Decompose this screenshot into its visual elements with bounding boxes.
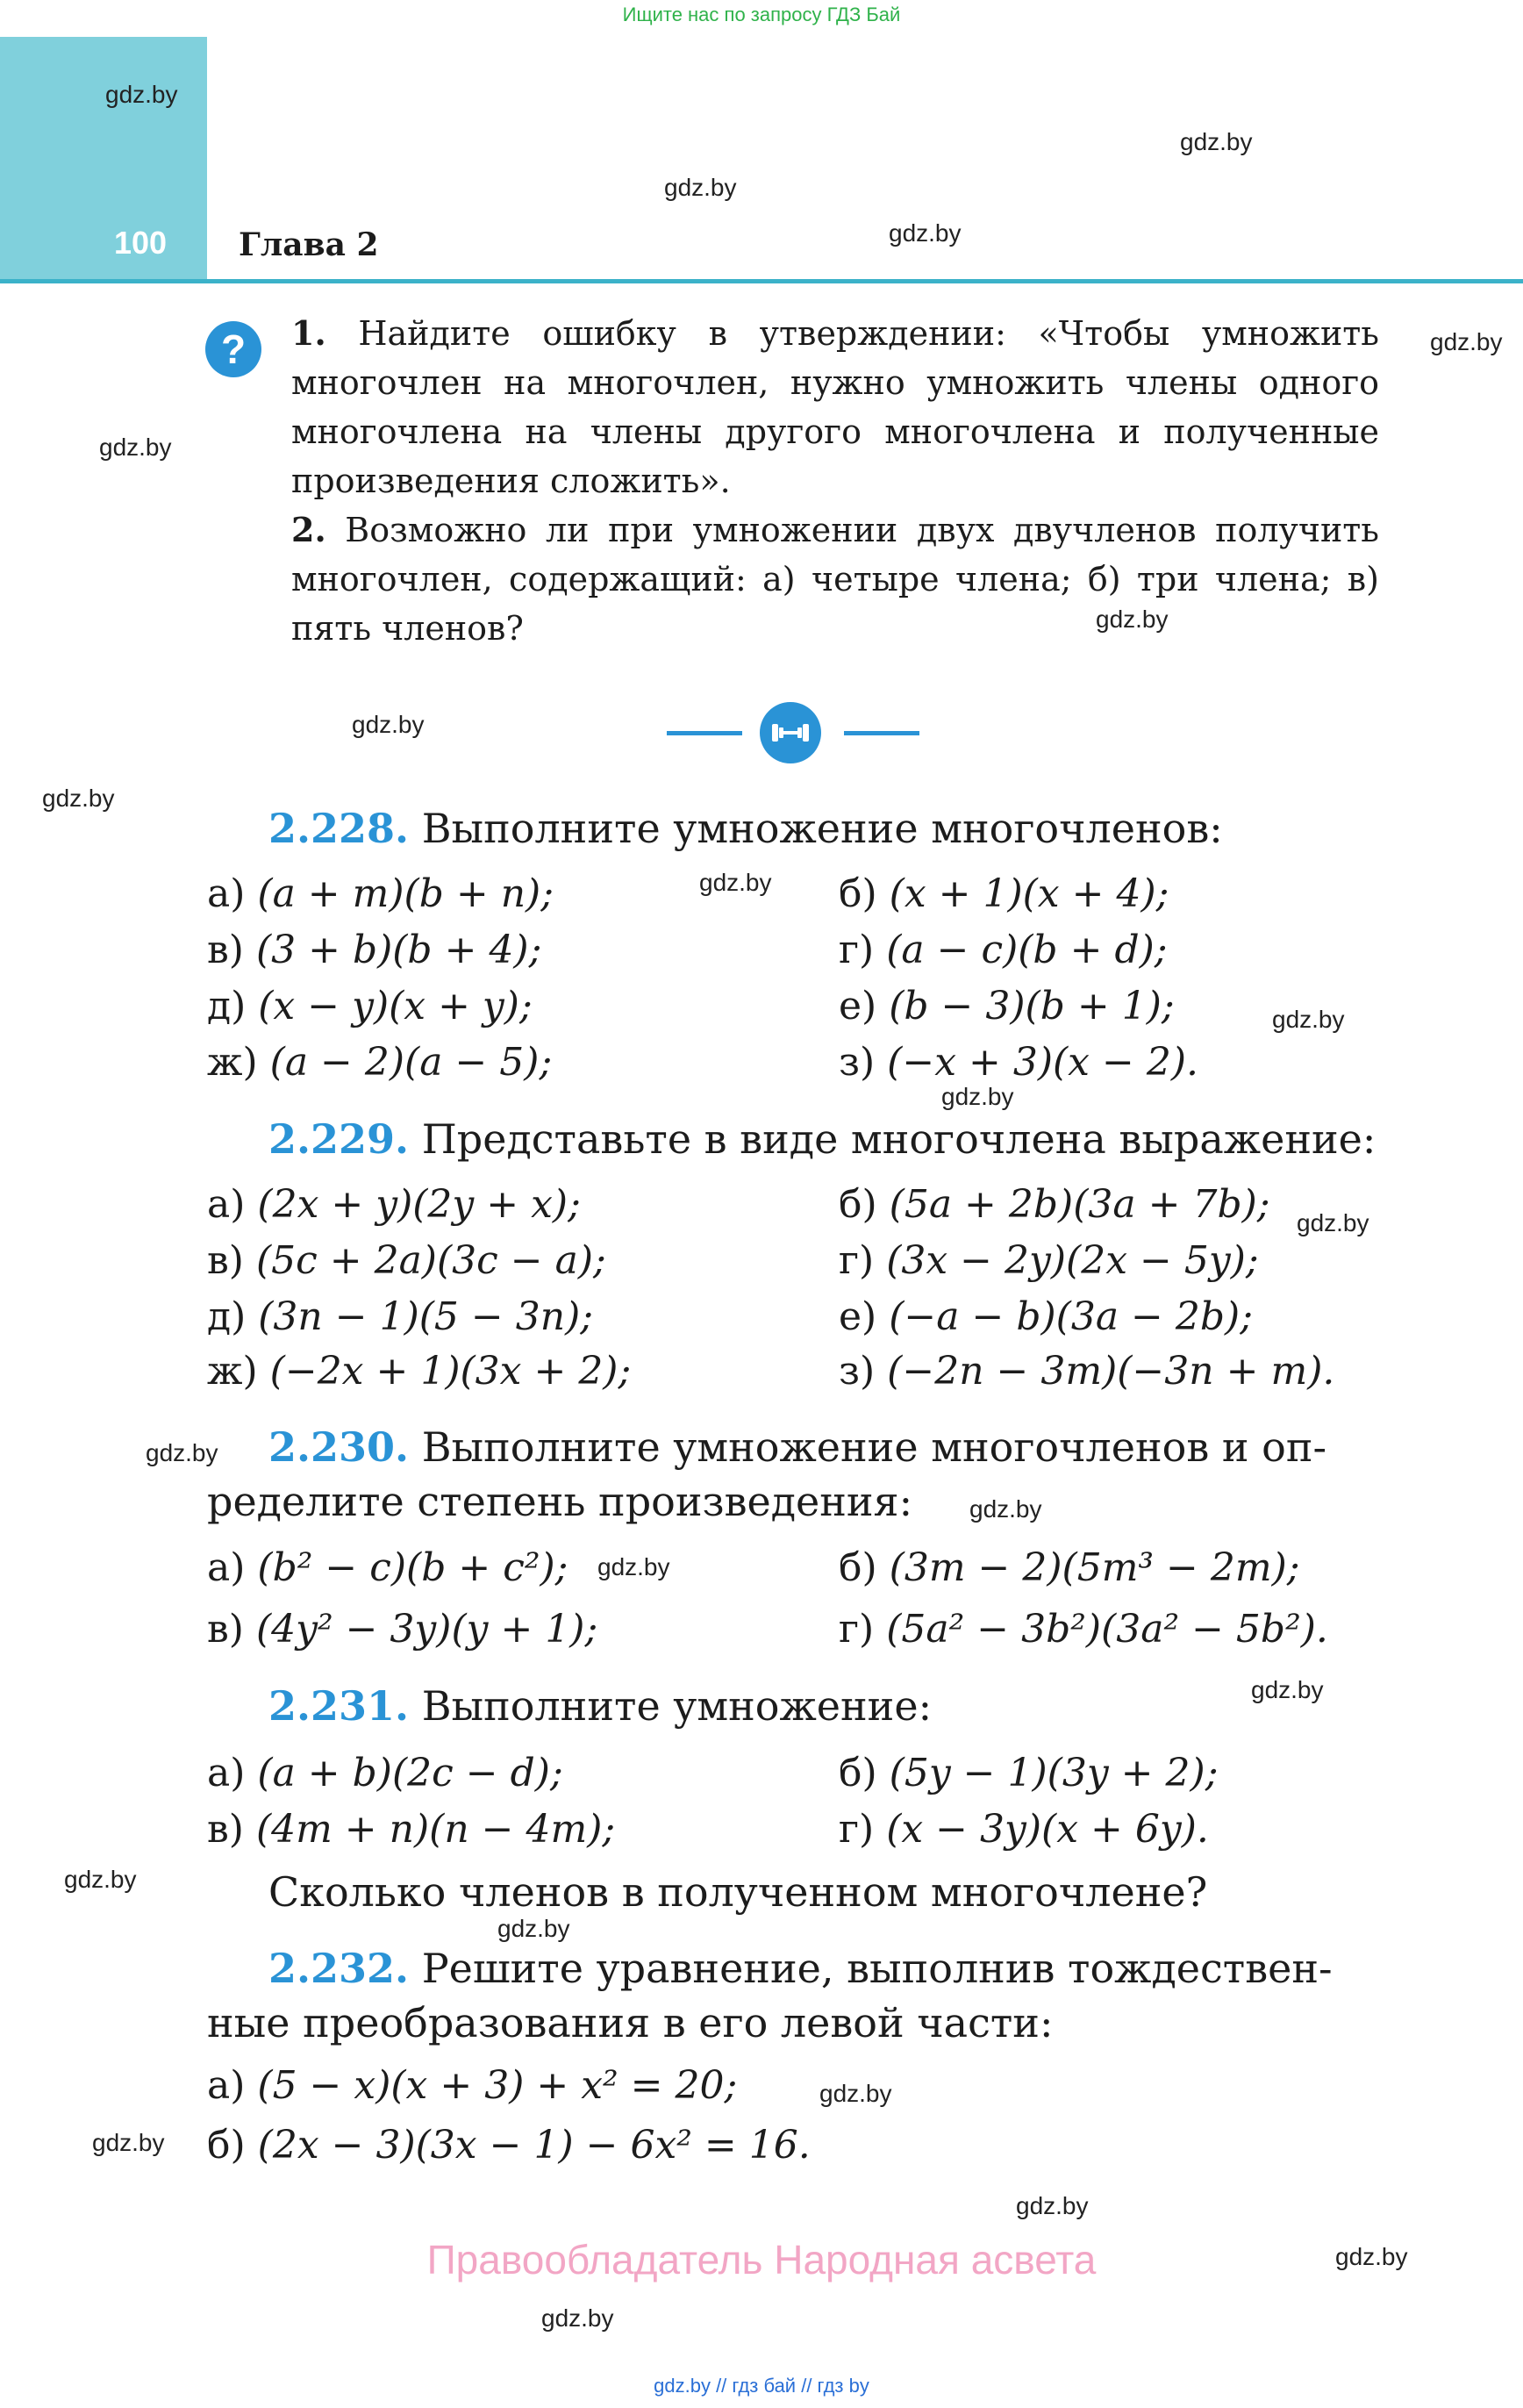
watermark: gdz.by xyxy=(64,1866,137,1893)
exercise-item: г) (x − 3y)(x + 6y). xyxy=(839,1807,1209,1852)
exercise-item: д) (3n − 1)(5 − 3n); xyxy=(207,1294,594,1339)
question-2: 2. Возможно ли при умножении двух двучленов получить многочлен, содержащий: а) четыре члена; б) три члена; в) пять членов? xyxy=(291,510,1379,648)
divider-line-right xyxy=(844,731,919,735)
exercise-2-230-heading: 2.230. Выполните умножение многочленов и оп- ределите степень произведения: xyxy=(207,1423,1327,1525)
watermark: gdz.by xyxy=(597,1553,670,1580)
exercise-item: а) (b² − c)(b + c²); xyxy=(207,1545,568,1590)
exercise-item: б) (5a + 2b)(3a + 7b); xyxy=(839,1182,1270,1227)
exercise-item: б) (3m − 2)(5m³ − 2m); xyxy=(839,1545,1300,1590)
divider-line-left xyxy=(667,731,742,735)
watermark: gdz.by xyxy=(146,1439,218,1466)
exercise-item: б) (x + 1)(x + 4); xyxy=(839,871,1169,916)
exercise-item: в) (4y² − 3y)(y + 1); xyxy=(207,1607,598,1652)
exercise-item: ж) (−2x + 1)(3x + 2); xyxy=(207,1349,632,1394)
exercise-item: з) (−x + 3)(x − 2). xyxy=(839,1040,1198,1085)
watermark: gdz.by xyxy=(819,2080,892,2107)
watermark: gdz.by xyxy=(541,2304,614,2332)
exercise-item: в) (4m + n)(n − 4m); xyxy=(207,1807,616,1852)
exercise-item: г) (3x − 2y)(2x − 5y); xyxy=(839,1238,1259,1283)
watermark: gdz.by xyxy=(42,785,115,812)
exercise-item: б) (2x − 3)(3x − 1) − 6x² = 16. xyxy=(207,2123,811,2168)
watermark: gdz.by xyxy=(664,174,737,201)
watermark: gdz.by xyxy=(1335,2243,1408,2270)
question-mark-icon: ? xyxy=(205,321,261,377)
question-1: 1. Найдите ошибку в утверждении: «Чтобы умножить многочлен на многочлен, нужно умножить члены одного многочлена на члены другого многочлена и полученные произведения сложить». xyxy=(291,313,1379,500)
page-number: 100 xyxy=(114,225,168,261)
exercise-item: а) (a + m)(b + n); xyxy=(207,871,554,916)
exercise-2-231-heading: 2.231. Выполните умножение: xyxy=(268,1682,933,1730)
footer-links[interactable]: gdz.by // гдз бай // гдз by xyxy=(654,2375,869,2397)
dumbbell-icon xyxy=(760,702,821,763)
exercise-2-228-heading: 2.228. Выполните умножение многочленов: xyxy=(268,805,1223,852)
watermark: gdz.by xyxy=(92,2129,165,2156)
watermark: gdz.by xyxy=(889,219,962,247)
exercise-item: в) (5c + 2a)(3c − a); xyxy=(207,1238,606,1283)
exercise-2-229-heading: 2.229. Представьте в виде многочлена выражение: xyxy=(268,1115,1376,1163)
exercise-item: а) (a + b)(2c − d); xyxy=(207,1751,563,1795)
exercise-2-232-heading: 2.232. Решите уравнение, выполнив тождествен- ные преобразования в его левой части: xyxy=(207,1945,1333,2046)
review-questions xyxy=(291,309,1379,653)
watermark: gdz.by xyxy=(1251,1676,1324,1703)
exercise-item: ж) (a − 2)(a − 5); xyxy=(207,1040,553,1085)
top-search-hint[interactable]: Ищите нас по запросу ГДЗ Бай xyxy=(622,4,901,25)
exercise-item: з) (−2n − 3m)(−3n + m). xyxy=(839,1349,1335,1394)
watermark: gdz.by xyxy=(105,81,178,108)
watermark: gdz.by xyxy=(1430,328,1503,355)
exercise-item: в) (3 + b)(b + 4); xyxy=(207,928,542,972)
copyright-holder: Правообладатель Народная асвета xyxy=(426,2237,1097,2283)
exercise-item: д) (x − y)(x + y); xyxy=(207,984,533,1028)
exercise-item: г) (5a² − 3b²)(3a² − 5b²). xyxy=(839,1607,1328,1652)
exercise-item: а) (5 − x)(x + 3) + x² = 20; xyxy=(207,2063,738,2108)
watermark: gdz.by xyxy=(699,869,772,896)
watermark: gdz.by xyxy=(1016,2192,1089,2219)
header-rule xyxy=(0,279,1523,283)
watermark: gdz.by xyxy=(969,1495,1042,1523)
exercise-item: б) (5y − 1)(3y + 2); xyxy=(839,1751,1219,1795)
watermark: gdz.by xyxy=(99,434,172,461)
watermark: gdz.by xyxy=(941,1083,1014,1110)
watermark: gdz.by xyxy=(1180,128,1253,155)
watermark: gdz.by xyxy=(497,1915,570,1942)
watermark: gdz.by xyxy=(1272,1006,1345,1033)
exercise-item: е) (−a − b)(3a − 2b); xyxy=(839,1294,1254,1339)
exercise-2-231-question: Сколько членов в полученном многочлене? xyxy=(268,1868,1208,1916)
watermark: gdz.by xyxy=(1096,606,1169,633)
watermark: gdz.by xyxy=(1297,1209,1369,1236)
exercise-item: г) (a − c)(b + d); xyxy=(839,928,1168,972)
exercise-item: е) (b − 3)(b + 1); xyxy=(839,984,1175,1028)
chapter-title: Глава 2 xyxy=(239,226,379,263)
watermark: gdz.by xyxy=(352,711,425,738)
exercise-item: а) (2x + y)(2y + x); xyxy=(207,1182,581,1227)
